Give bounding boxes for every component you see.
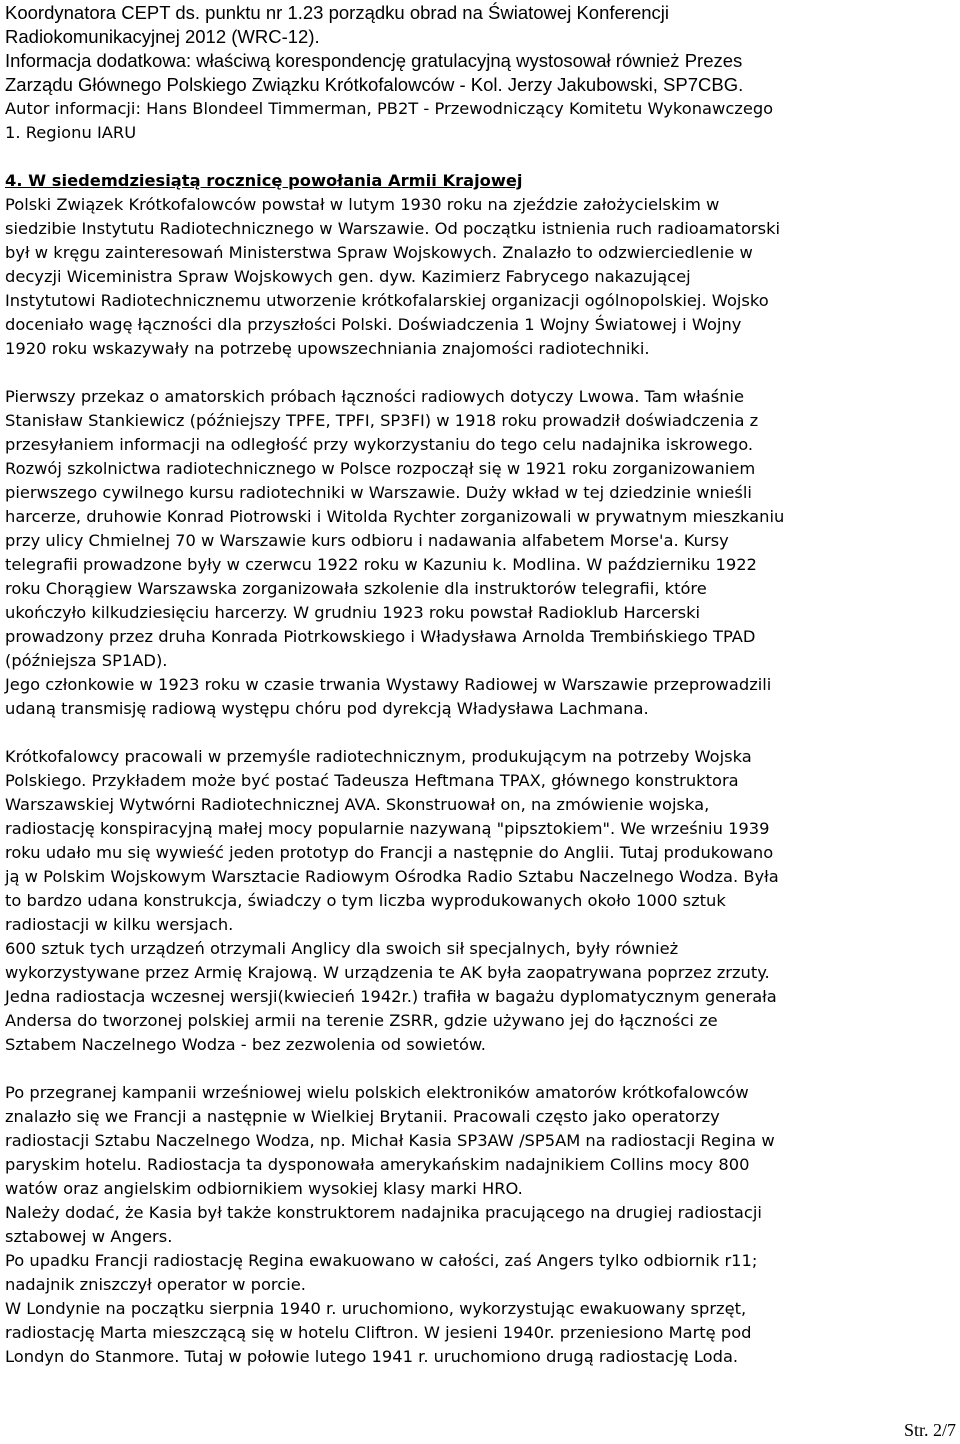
text-line: radiostacji Sztabu Naczelnego Wodza, np. Michał Kasia SP3AW /SP5AM na radiostacji Regina w [5,1131,775,1150]
text-line: Jego członkowie w 1923 roku w czasie trwania Wystawy Radiowej w Warszawie przeprowadzili [5,675,772,694]
text-line: Zarządu Głównego Polskiego Związku Krótkofalowców - Kol. Jerzy Jakubowski, SP7CBG. [5,74,744,95]
paragraph [5,1081,955,1369]
text-line: Andersa do tworzonej polskiej armii na terenie ZSRR, gdzie używano jej do łączności ze [5,1011,718,1030]
text-line: udaną transmisję radiową występu chóru pod dyrekcją Władysława Lachmana. [5,699,649,718]
text-line: Pierwszy przekaz o amatorskich próbach łączności radiowych dotyczy Lwowa. Tam właśnie [5,387,745,406]
text-line: Jedna radiostacja wczesnej wersji(kwiecień 1942r.) trafiła w bagażu dyplomatycznym generała [5,987,777,1006]
text-line: prowadzony przez druha Konrada Piotrkowskiego i Władysława Arnolda Trembińskiego TPAD [5,627,756,646]
text-line: radiostację Marta mieszczącą się w hotelu Cliftron. W jesieni 1940r. przeniesiono Martę pod [5,1323,752,1342]
text-line: Sztabem Naczelnego Wodza - bez zezwolenia od sowietów. [5,1035,486,1054]
text-line: przesyłaniem informacji na odległość przy wykorzystaniu do tego celu nadajnika iskrowego. [5,435,754,454]
text-line: to bardzo udana konstrukcja, świadczy o tym liczba wyprodukowanych około 1000 sztuk [5,891,726,910]
text-line: znalazło się we Francji a następnie w Wielkiej Brytanii. Pracowali często jako operatorzy [5,1107,720,1126]
text-line: pierwszego cywilnego kursu radiotechniki w Warszawie. Duży wkład w tej dziedzinie wnieśli [5,483,752,502]
paragraph [5,745,955,1057]
text-line: W Londynie na początku sierpnia 1940 r. uruchomiono, wykorzystując ewakuowany sprzęt, [5,1299,747,1318]
text-line: Po upadku Francji radiostację Regina ewakuowano w całości, zaś Angers tylko odbiornik r11; [5,1251,758,1270]
text-line: sztabowej w Angers. [5,1227,173,1246]
text-line: Rozwój szkolnictwa radiotechnicznego w Polsce rozpoczął się w 1921 roku zorganizowaniem [5,459,756,478]
text-line: roku udało mu się wywieść jeden prototyp do Francji a następnie do Anglii. Tutaj produkowano [5,843,774,862]
text-line: watów oraz angielskim odbiornikiem wysokiej klasy marki HRO. [5,1179,523,1198]
text-line: doceniało wagę łączności dla przyszłości Polski. Doświadczenia 1 Wojny Światowej i Wojny [5,315,742,334]
text-line: 600 sztuk tych urządzeń otrzymali Anglicy dla swoich sił specjalnych, były również [5,939,679,958]
text-line: Radiokomunikacyjnej 2012 (WRC-12). [5,26,320,47]
text-line: harcerze, druhowie Konrad Piotrowski i Witolda Rychter zorganizowali w prywatnym mieszkaniu [5,507,785,526]
text-line: nadajnik zniszczył operator w porcie. [5,1275,306,1294]
intro-block [5,1,955,97]
text-line: Koordynatora CEPT ds. punktu nr 1.23 porządku obrad na Światowej Konferencji [5,2,669,23]
page-number: Str. 2/7 [903,1420,956,1440]
section-4 [5,169,955,1369]
text-line: Polskiego. Przykładem może być postać Tadeusza Heftmana TPAX, głównego konstruktora [5,771,739,790]
text-line: Informacja dodatkowa: właściwą korespondencję gratulacyjną wystosował również Prezes [5,50,743,71]
text-line: Autor informacji: Hans Blondeel Timmerman, PB2T - Przewodniczący Komitetu Wykonawczego [5,99,774,118]
text-line: ją w Polskim Wojskowym Warsztacie Radiowym Ośrodka Radio Sztabu Naczelnego Wodza. Była [5,867,779,886]
text-line: Krótkofalowcy pracowali w przemyśle radiotechnicznym, produkującym na potrzeby Wojska [5,747,752,766]
text-line: Po przegranej kampanii wrześniowej wielu polskich elektroników amatorów krótkofalowców [5,1083,749,1102]
text-line: radiostację konspiracyjną małej mocy popularnie nazywaną "pipsztokiem". We wrześniu 1939 [5,819,770,838]
text-line: ukończyło kilkudziesięciu harcerzy. W grudniu 1923 roku powstał Radioklub Harcerski [5,603,701,622]
text-line: Polski Związek Krótkofalowców powstał w lutym 1930 roku na zjeździe założycielskim w [5,195,720,214]
text-line: przy ulicy Chmielnej 70 w Warszawie kurs odbioru i nadawania alfabetem Morse'a. Kursy [5,531,729,550]
section-heading: 4. W siedemdziesiątą rocznicę powołania Armii Krajowej [5,171,523,190]
text-line: siedzibie Instytutu Radiotechnicznego w Warszawie. Od początku istnienia ruch radioamatorski [5,219,781,238]
text-line: (późniejsza SP1AD). [5,651,168,670]
text-line: 1920 roku wskazywały na potrzebę upowszechniania znajomości radiotechniki. [5,339,650,358]
text-line: wykorzystywane przez Armię Krajową. W urządzenia te AK była zaopatrywana poprzez zrzuty. [5,963,770,982]
text-line: decyzji Wiceministra Spraw Wojskowych gen. dyw. Kazimierz Fabrycego nakazującej [5,267,691,286]
document-page [5,1,955,1369]
text-line: telegrafii prowadzone były w czerwcu 1922 roku w Kazuniu k. Modlina. W październiku 1922 [5,555,757,574]
text-line: 1. Regionu IARU [5,123,137,142]
text-line: Stanisław Stankiewicz (późniejszy TPFE, TPFI, SP3FI) w 1918 roku prowadził doświadczenia z [5,411,759,430]
paragraph [5,385,955,721]
text-line: Instytutowi Radiotechnicznemu utworzenie krótkofalarskiej organizacji ogólnopolskiej. Wojsko [5,291,769,310]
text-line: paryskim hotelu. Radiostacja ta dysponowała amerykańskim nadajnikiem Collins mocy 800 [5,1155,750,1174]
paragraph [5,193,955,361]
text-line: radiostacji w kilku wersjach. [5,915,234,934]
text-line: Należy dodać, że Kasia był także konstruktorem nadajnika pracującego na drugiej radiostacji [5,1203,762,1222]
text-line: Warszawskiej Wytwórni Radiotechnicznej AVA. Skonstruował on, na zmówienie wojska, [5,795,710,814]
text-line: Londyn do Stanmore. Tutaj w połowie lutego 1941 r. uruchomiono drugą radiostację Loda. [5,1347,739,1366]
text-line: roku Chorągiew Warszawska zorganizowała szkolenie dla instruktorów telegrafii, które [5,579,707,598]
author-note [5,97,955,145]
text-line: był w kręgu zainteresowań Ministerstwa Spraw Wojskowych. Znalazło to odzwierciedlenie w [5,243,753,262]
